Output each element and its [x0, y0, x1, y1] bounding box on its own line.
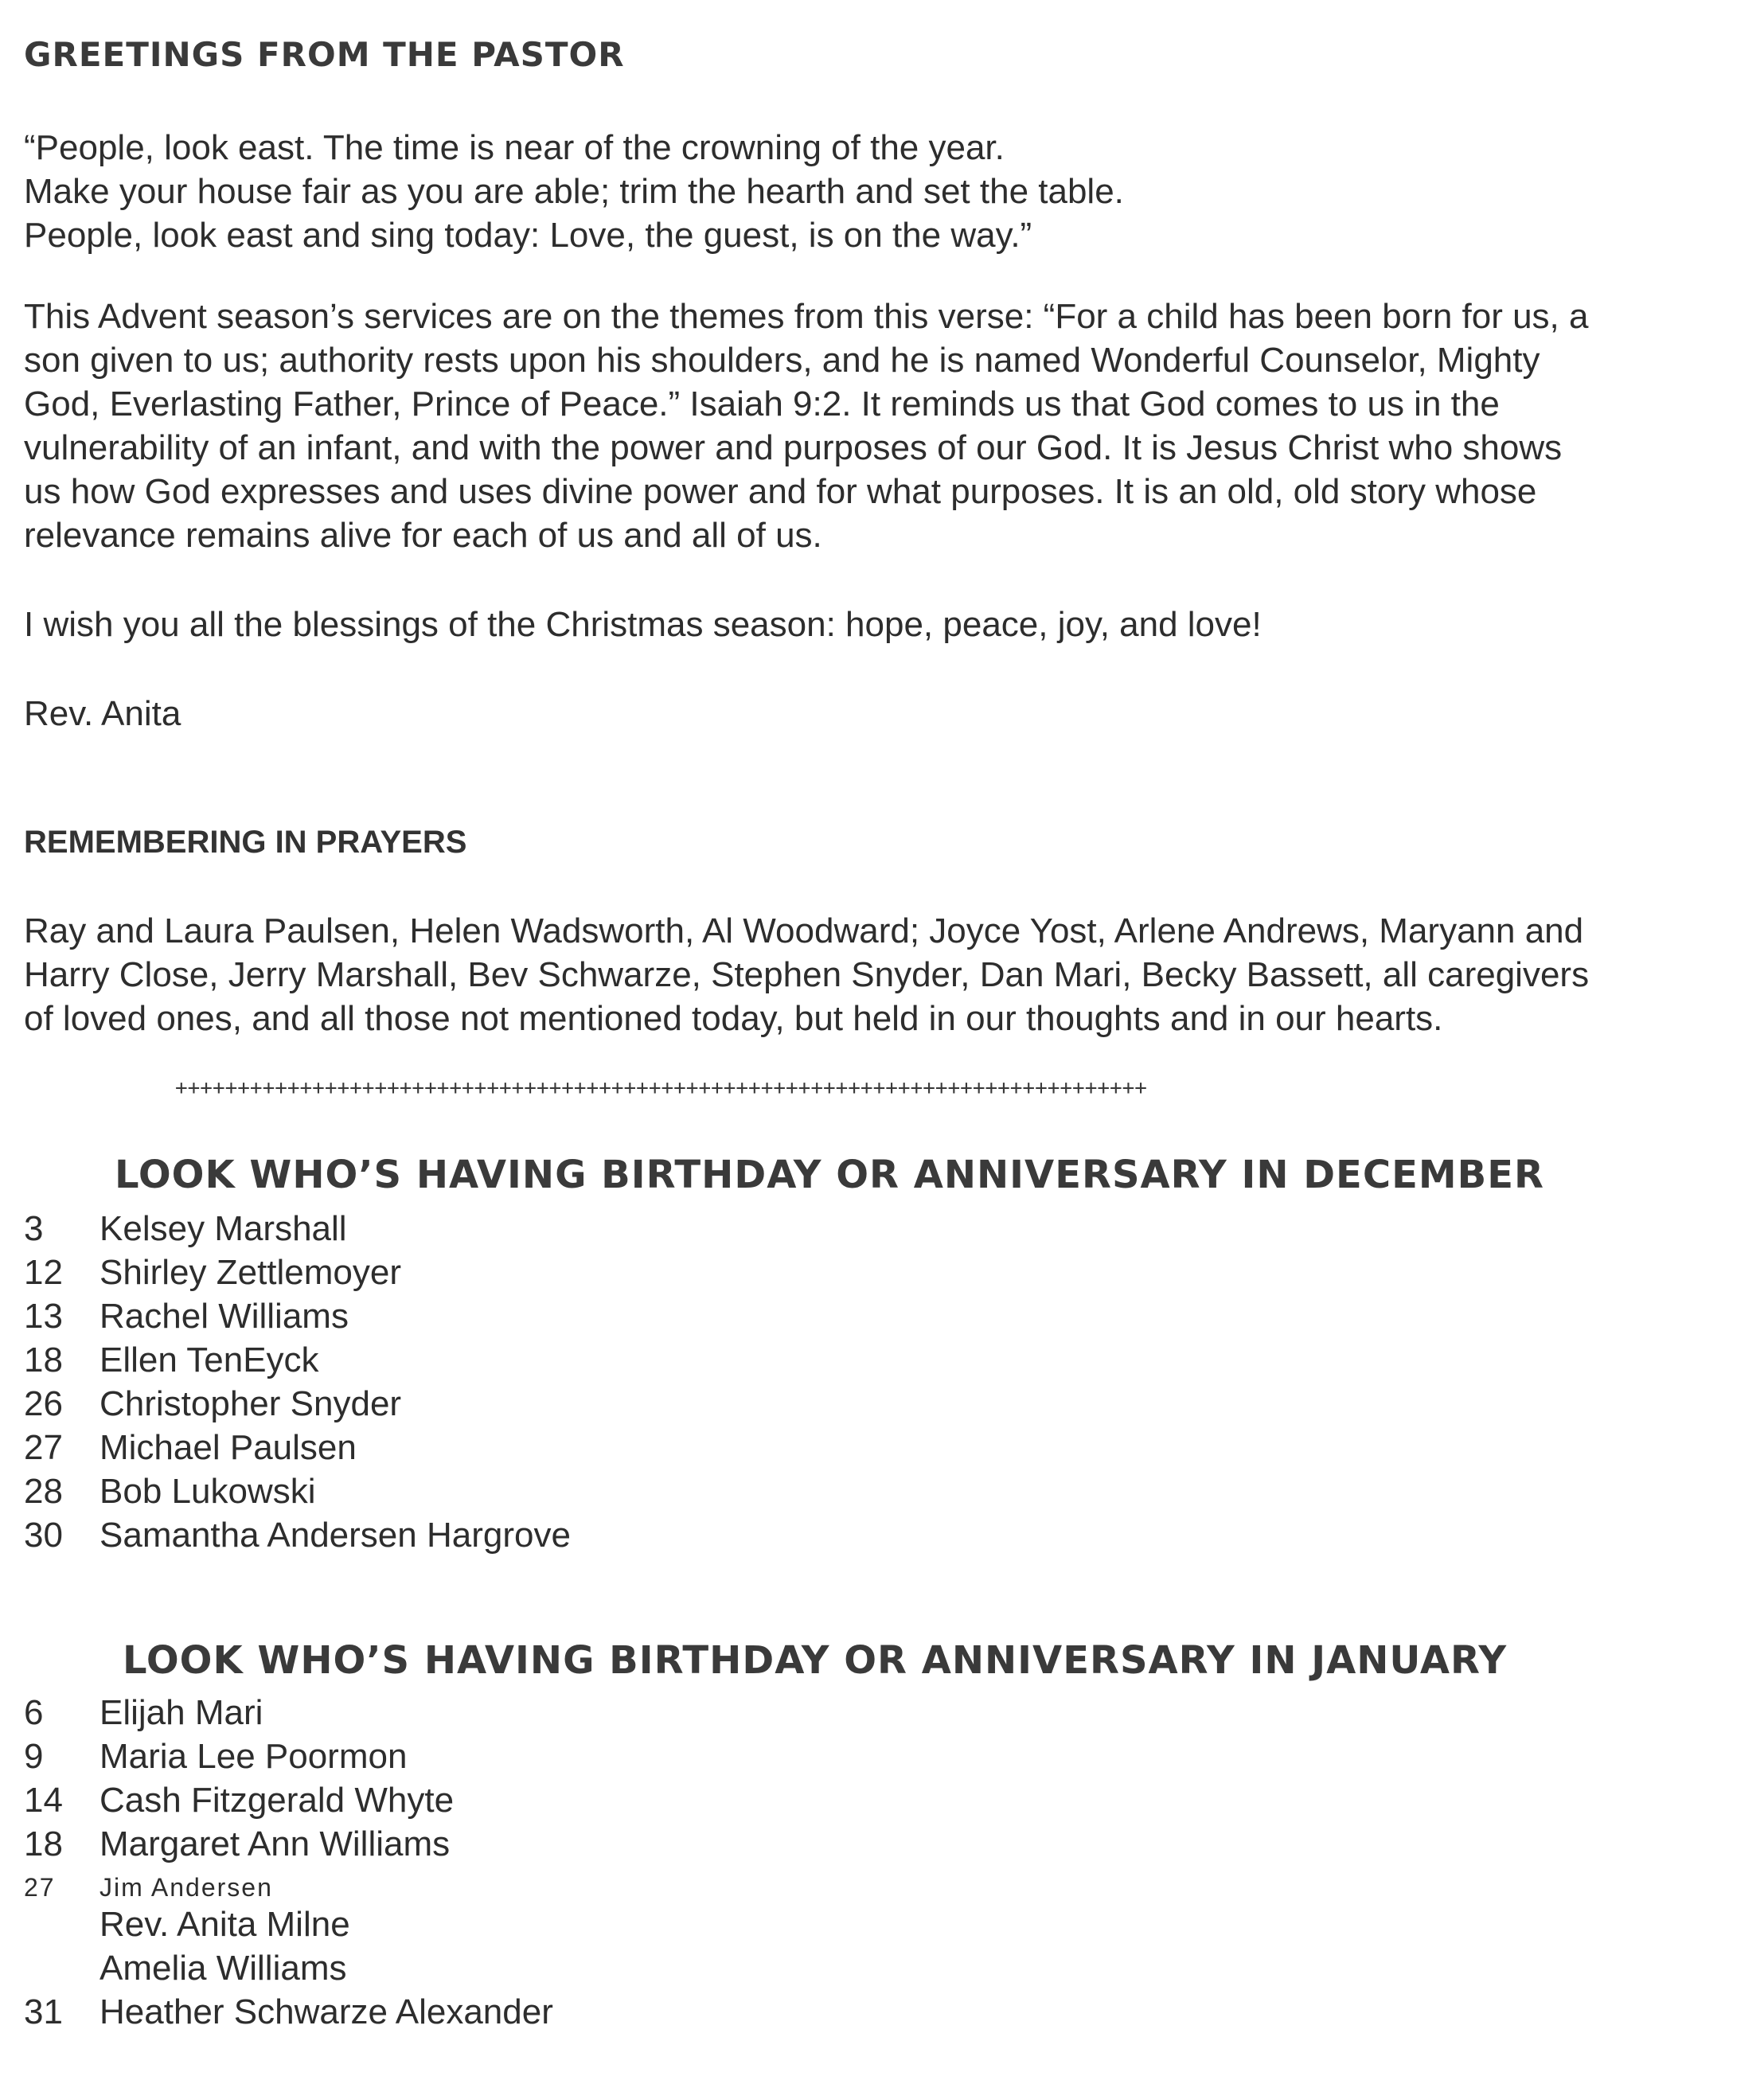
- january-list: [24, 1691, 553, 2034]
- december-heading: LOOK WHO’S HAVING BIRTHDAY OR ANNIVERSARY IN DECEMBER: [115, 1153, 1544, 1197]
- prayers-line: of loved ones, and all those not mentioned today, but held in our thoughts and in our hearts.: [24, 999, 1443, 1038]
- wish-line: I wish you all the blessings of the Christmas season: hope, peace, joy, and love!: [24, 605, 1262, 644]
- body-line: son given to us; authority rests upon his shoulders, and he is named Wonderful Counselor, Mighty: [24, 341, 1540, 380]
- list-item: [24, 1902, 553, 1946]
- entry-name: Rev. Anita Milne: [100, 1905, 350, 1944]
- verse-line: “People, look east. The time is near of the crowning of the year.: [24, 128, 1005, 167]
- entry-day: 27: [24, 1873, 56, 1902]
- entry-day: 9: [24, 1737, 44, 1776]
- list-item: [24, 1691, 553, 1735]
- entry-day: 12: [24, 1253, 63, 1292]
- entry-day: 18: [24, 1824, 63, 1863]
- body-line: relevance remains alive for each of us and all of us.: [24, 516, 822, 555]
- entry-name: Elijah Mari: [100, 1693, 263, 1732]
- entry-day: 28: [24, 1472, 63, 1511]
- list-item: [24, 1207, 571, 1251]
- prayers-line: Ray and Laura Paulsen, Helen Wadsworth, Al Woodward; Joyce Yost, Arlene Andrews, Maryann and: [24, 911, 1584, 950]
- entry-day: 27: [24, 1428, 63, 1467]
- entry-name: Michael Paulsen: [100, 1428, 357, 1467]
- body-line: This Advent season’s services are on the themes from this verse: “For a child has been born for us, a: [24, 297, 1589, 336]
- prayers-heading: REMEMBERING IN PRAYERS: [24, 825, 467, 860]
- signature: [24, 692, 1751, 736]
- entry-day: 13: [24, 1297, 63, 1336]
- entry-day: [24, 1902, 100, 1946]
- list-item: [24, 1338, 571, 1382]
- entry-name: Christopher Snyder: [100, 1384, 402, 1423]
- entry-name: Margaret Ann Williams: [100, 1824, 451, 1863]
- wish-paragraph: [24, 603, 1751, 646]
- entry-name: Kelsey Marshall: [100, 1209, 347, 1248]
- entry-day: 26: [24, 1384, 63, 1423]
- december-list: [24, 1207, 571, 1557]
- verse-line: People, look east and sing today: Love, the guest, is on the way.”: [24, 216, 1032, 255]
- list-item: [24, 1426, 571, 1469]
- list-item: [24, 1822, 553, 1866]
- verse-line: Make your house fair as you are able; trim the hearth and set the table.: [24, 172, 1124, 211]
- prayers-line: Harry Close, Jerry Marshall, Bev Schwarze, Stephen Snyder, Dan Mari, Becky Bassett, all caregivers: [24, 955, 1590, 994]
- entry-name: Maria Lee Poormon: [100, 1737, 408, 1776]
- entry-name: Rachel Williams: [100, 1297, 349, 1336]
- entry-name: Ellen TenEyck: [100, 1340, 319, 1379]
- list-item: [24, 1990, 553, 2034]
- list-item: [24, 1872, 553, 1902]
- plus-divider: ++++++++++++++++++++++++++++++++++++++++++++++++++++++++++++++++++++++++++++++: [175, 1076, 1147, 1100]
- prayers-paragraph: [24, 909, 1751, 1040]
- entry-day: 14: [24, 1781, 63, 1820]
- entry-name: Heather Schwarze Alexander: [100, 1992, 553, 2031]
- body-line: God, Everlasting Father, Prince of Peace.” Isaiah 9:2. It reminds us that God comes to us in the: [24, 384, 1500, 423]
- signature-line: Rev. Anita: [24, 694, 181, 733]
- list-item: [24, 1382, 571, 1426]
- verse-paragraph: [24, 126, 1751, 257]
- entry-day: 3: [24, 1209, 44, 1248]
- body-line: vulnerability of an infant, and with the power and purposes of our God. It is Jesus Christ who shows: [24, 428, 1563, 467]
- list-item: [24, 1778, 553, 1822]
- entry-name: Amelia Williams: [100, 1949, 347, 1988]
- list-item: [24, 1294, 571, 1338]
- list-item: [24, 1513, 571, 1557]
- entry-name: Samantha Andersen Hargrove: [100, 1516, 571, 1555]
- advent-paragraph: [24, 295, 1751, 557]
- list-item: [24, 1469, 571, 1513]
- entry-name: Jim Andersen: [100, 1873, 273, 1902]
- january-heading: LOOK WHO’S HAVING BIRTHDAY OR ANNIVERSARY IN JANUARY: [123, 1638, 1508, 1683]
- entry-name: Bob Lukowski: [100, 1472, 316, 1511]
- entry-day: 31: [24, 1992, 63, 2031]
- greetings-heading: GREETINGS FROM THE PASTOR: [24, 35, 625, 74]
- entry-name: Cash Fitzgerald Whyte: [100, 1781, 455, 1820]
- list-item: [24, 1946, 553, 1990]
- entry-day: 18: [24, 1340, 63, 1379]
- entry-day: 30: [24, 1516, 63, 1555]
- list-item: [24, 1735, 553, 1778]
- entry-day: [24, 1946, 100, 1990]
- entry-name: Shirley Zettlemoyer: [100, 1253, 402, 1292]
- list-item: [24, 1251, 571, 1294]
- body-line: us how God expresses and uses divine power and for what purposes. It is an old, old story whose: [24, 472, 1537, 511]
- entry-day: 6: [24, 1693, 44, 1732]
